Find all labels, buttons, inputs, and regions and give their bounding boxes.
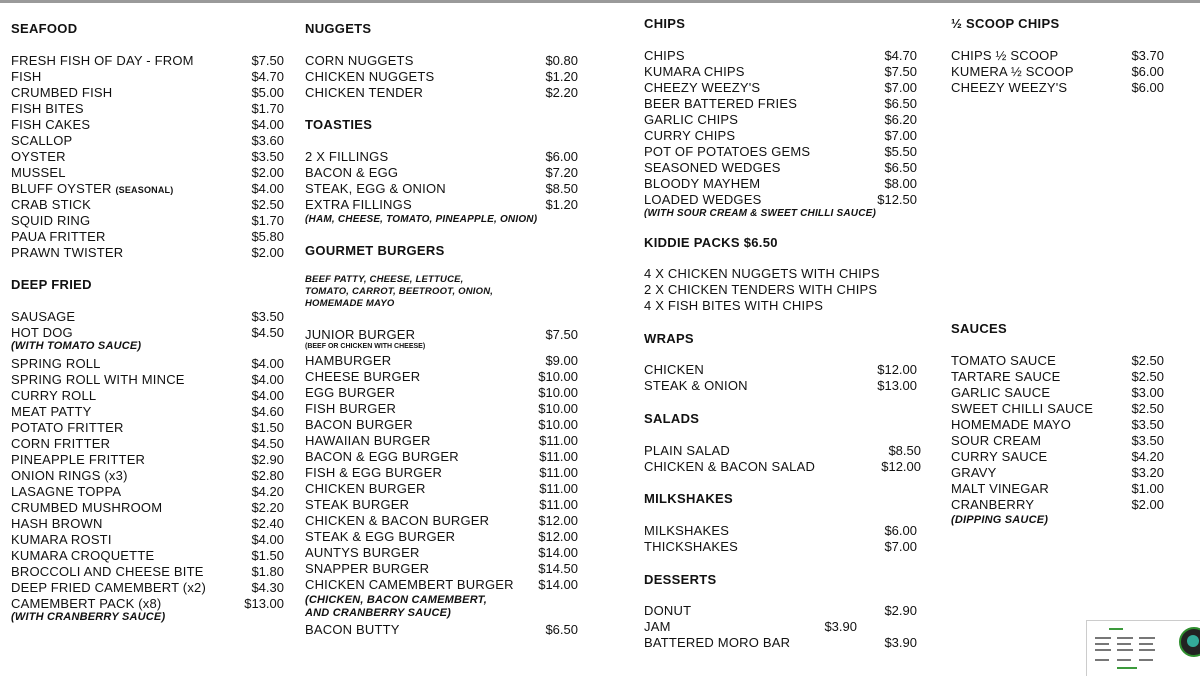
menu-item-name (951, 48, 1058, 63)
half-scoop-title: ½ SCOOP CHIPS (951, 16, 1060, 31)
menu-item-price: $11.00 (539, 497, 578, 512)
item-label: AUNTYS BURGER (305, 545, 420, 560)
menu-item-price: $13.00 (877, 378, 917, 393)
menu-item-price: $4.00 (251, 181, 284, 196)
wraps-title: WRAPS (644, 331, 694, 346)
milkshakes-title: MILKSHAKES (644, 491, 733, 506)
menu-item-name (951, 80, 1067, 95)
menu-item-price: $4.60 (251, 404, 284, 419)
item-label: EXTRA FILLINGS (305, 197, 412, 212)
thumb-line (1139, 643, 1153, 645)
item-label: SWEET CHILLI SAUCE (951, 401, 1094, 416)
menu-item-name (951, 481, 1049, 496)
menu-item-name (11, 213, 90, 228)
menu-item-name (644, 80, 760, 95)
item-label: CHICKEN & BACON SALAD (644, 459, 816, 474)
item-label: KUMERA ½ SCOOP (951, 64, 1074, 79)
toasties-note: (HAM, CHEESE, TOMATO, PINEAPPLE, ONION) (305, 214, 538, 225)
menu-item-name (305, 181, 446, 196)
item-label: PRAWN TWISTER (11, 245, 124, 260)
menu-item-name (11, 69, 41, 84)
menu-item-price: $11.00 (539, 433, 578, 448)
menu-item-price: $14.00 (538, 545, 578, 560)
menu-item-name: CURRY ROLL (11, 388, 97, 403)
burgers-title: GOURMET BURGERS (305, 243, 445, 258)
menu-item-name (951, 497, 1034, 512)
item-label: BACON & EGG BURGER (305, 449, 459, 464)
item-label: FISH (11, 69, 42, 84)
menu-item-name (305, 561, 429, 576)
item-label: POT OF POTATOES GEMS (644, 144, 811, 159)
menu-item-price: $2.50 (1131, 369, 1164, 384)
menu-item-price: $1.50 (251, 420, 284, 435)
menu-item-name (305, 545, 420, 560)
menu-item-price: $12.00 (881, 459, 921, 474)
item-label: BEER BATTERED FRIES (644, 96, 798, 111)
item-label: GARLIC CHIPS (644, 112, 739, 127)
menu-item-price: $5.00 (251, 85, 284, 100)
item-label: OYSTER (11, 149, 66, 164)
item-label: CRANBERRY (951, 497, 1035, 512)
item-label: HAWAIIAN BURGER (305, 433, 431, 448)
menu-item-name (305, 529, 455, 544)
item-label: SCALLOP (11, 133, 73, 148)
menu-item-price: $4.00 (251, 532, 284, 547)
item-label: TOMATO SAUCE (951, 353, 1056, 368)
item-label: LOADED WEDGES (644, 192, 762, 207)
menu-item-name (305, 197, 412, 212)
item-label: CURRY CHIPS (644, 128, 736, 143)
junior-burger-note: (BEEF OR CHICKEN WITH CHEESE) (305, 343, 426, 350)
logo-emblem-icon (1187, 635, 1199, 647)
menu-item-price: $1.20 (545, 197, 578, 212)
menu-item-price: $13.00 (244, 596, 284, 611)
menu-item-name (11, 229, 106, 244)
item-label: FISH BURGER (305, 401, 397, 416)
menu-item-name (305, 417, 413, 432)
menu-item-name (305, 401, 396, 416)
menu-item-price: $4.00 (251, 372, 284, 387)
menu-item-price: $11.00 (539, 449, 578, 464)
item-label: MUSSEL (11, 165, 66, 180)
salads-title: SALADS (644, 411, 700, 426)
menu-item-price: $6.50 (884, 160, 917, 175)
menu-item-name (305, 449, 459, 464)
camembert-pack-note: (WITH CRANBERRY SAUCE) (11, 611, 166, 623)
thumb-line (1095, 649, 1111, 651)
item-label: GRAVY (951, 465, 997, 480)
menu-item-name (11, 245, 123, 260)
menu-item-name (305, 481, 426, 496)
menu-item-name (644, 112, 738, 127)
menu-item-price: $12.00 (877, 362, 917, 377)
item-label: CHICKEN TENDER (305, 85, 424, 100)
menu-item-price: $10.00 (538, 369, 578, 384)
thumb-line (1117, 659, 1131, 661)
menu-item-price: $1.00 (1131, 481, 1164, 496)
menu-item-name (644, 128, 735, 143)
item-label: STEAK, EGG & ONION (305, 181, 446, 196)
menu-item-price: $4.20 (1131, 449, 1164, 464)
item-label: FISH CAKES (11, 117, 91, 132)
menu-item-name (305, 353, 391, 368)
menu-item-name (951, 353, 1056, 368)
menu-item-price: $10.00 (538, 417, 578, 432)
menu-thumbnail-image[interactable] (1086, 620, 1200, 676)
menu-item-price: $2.50 (1131, 353, 1164, 368)
burgers-desc-1: BEEF PATTY, CHEESE, LETTUCE, (305, 274, 464, 285)
menu-item-name: HOT DOG (11, 325, 73, 340)
menu-item-name (644, 443, 730, 458)
menu-item-price: $4.70 (251, 69, 284, 84)
menu-item-name (644, 378, 748, 393)
item-label: SQUID RING (11, 213, 91, 228)
menu-item-price: $4.50 (251, 325, 284, 340)
menu-item-name: CORN FRITTER (11, 436, 111, 451)
menu-item-name (11, 53, 194, 68)
menu-item-name (305, 433, 431, 448)
kiddie-item: 4 X FISH BITES WITH CHIPS (644, 298, 824, 313)
menu-item-name (951, 433, 1041, 448)
menu-item-price: $7.20 (545, 165, 578, 180)
menu-item-price: $4.00 (251, 356, 284, 371)
menu-item-name: DONUT (644, 603, 692, 618)
menu-item-name: JAM (644, 619, 671, 634)
kiddie-title: KIDDIE PACKS $6.50 (644, 235, 778, 250)
menu-item-price: $10.00 (538, 401, 578, 416)
desserts-title: DESSERTS (644, 572, 717, 587)
thumb-line (1139, 637, 1155, 639)
kiddie-item: 2 X CHICKEN TENDERS WITH CHIPS (644, 282, 878, 297)
top-border (0, 0, 1200, 3)
menu-item-name (305, 497, 409, 512)
menu-item-price: $14.00 (538, 577, 578, 592)
menu-item-price: $2.00 (251, 165, 284, 180)
menu-item-name: KUMARA CROQUETTE (11, 548, 155, 563)
item-label: CHEESE BURGER (305, 369, 421, 384)
menu-item-price: $3.50 (251, 149, 284, 164)
menu-item-name (644, 48, 685, 63)
menu-item-name (644, 523, 729, 538)
menu-item-name (305, 385, 395, 400)
menu-item-name: DEEP FRIED CAMEMBERT (x2) (11, 580, 206, 595)
menu-item-price: $7.00 (884, 80, 917, 95)
item-label: SOUR CREAM (951, 433, 1042, 448)
item-label: CURRY SAUCE (951, 449, 1048, 464)
menu-item-price: $1.70 (251, 101, 284, 116)
item-label: CHICKEN NUGGETS (305, 69, 435, 84)
item-label: STEAK & ONION (644, 378, 748, 393)
menu-item-price: $8.00 (884, 176, 917, 191)
menu-item-price: $1.80 (251, 564, 284, 579)
item-label: PLAIN SALAD (644, 443, 731, 458)
menu-item-price: $2.20 (251, 500, 284, 515)
thumb-line (1095, 637, 1111, 639)
menu-item-name (305, 165, 398, 180)
item-label: CRUMBED FISH (11, 85, 113, 100)
menu-item-price: $11.00 (539, 481, 578, 496)
menu-item-name (644, 176, 760, 191)
nuggets-title: NUGGETS (305, 21, 372, 36)
menu-item-price: $7.50 (884, 64, 917, 79)
menu-item-price: $5.80 (251, 229, 284, 244)
menu-item-price: $4.20 (251, 484, 284, 499)
menu-item-price: $6.20 (884, 112, 917, 127)
thumb-line (1095, 659, 1109, 661)
menu-item-price: $7.00 (884, 128, 917, 143)
menu-item-price: $2.90 (884, 603, 917, 618)
menu-item-name: ONION RINGS (x3) (11, 468, 128, 483)
menu-item-price: $12.00 (538, 529, 578, 544)
menu-item-name: CRUMBED MUSHROOM (11, 500, 163, 515)
menu-item-price: $0.80 (545, 53, 578, 68)
menu-item-name (644, 64, 745, 79)
thumb-line (1117, 649, 1133, 651)
menu-item-price: $8.50 (888, 443, 921, 458)
menu-item-name: LASAGNE TOPPA (11, 484, 122, 499)
menu-item-name: PINEAPPLE FRITTER (11, 452, 146, 467)
item-suffix: (SEASONAL) (115, 185, 174, 195)
menu-item-name (951, 465, 997, 480)
menu-item-price: $7.50 (545, 327, 578, 342)
seafood-title: SEAFOOD (11, 21, 78, 36)
camembert-burger-note-1: (CHICKEN, BACON CAMEMBERT, (305, 594, 488, 606)
menu-item-name (11, 117, 90, 132)
item-label: STEAK & EGG BURGER (305, 529, 456, 544)
menu-item-name: MEAT PATTY (11, 404, 92, 419)
menu-item-price: $11.00 (539, 465, 578, 480)
menu-item-price: $6.00 (884, 523, 917, 538)
item-label: EGG BURGER (305, 385, 396, 400)
thumb-line (1095, 643, 1109, 645)
deep-fried-title: DEEP FRIED (11, 277, 92, 292)
menu-item-price: $7.50 (251, 53, 284, 68)
menu-item-name: SPRING ROLL (11, 356, 101, 371)
menu-item-name (11, 133, 72, 148)
menu-item-price: $5.50 (884, 144, 917, 159)
item-label: CORN NUGGETS (305, 53, 414, 68)
menu-item-price: $1.20 (545, 69, 578, 84)
menu-item-price: $3.50 (1131, 417, 1164, 432)
menu-item-name: BROCCOLI AND CHEESE BITE (11, 564, 204, 579)
menu-item-name (951, 64, 1074, 79)
menu-item-name (644, 96, 797, 111)
menu-item-name (305, 53, 414, 68)
menu-item-name (644, 144, 810, 159)
menu-item-price: $12.50 (877, 192, 917, 207)
menu-item-price: $1.70 (251, 213, 284, 228)
menu-item-price: $3.90 (824, 619, 857, 634)
item-label: SNAPPER BURGER (305, 561, 430, 576)
menu-item-name (11, 165, 66, 180)
menu-item-price: $2.50 (251, 197, 284, 212)
menu-item-name: KUMARA ROSTI (11, 532, 112, 547)
chips-title: CHIPS (644, 16, 686, 31)
menu-item-name: BATTERED MORO BAR (644, 635, 791, 650)
menu-item-name (951, 417, 1071, 432)
menu-item-price: $6.50 (884, 96, 917, 111)
menu-item-price: $4.50 (251, 436, 284, 451)
menu-item-name: HASH BROWN (11, 516, 103, 531)
thumb-line (1117, 643, 1131, 645)
item-label: GARLIC SAUCE (951, 385, 1051, 400)
menu-item-price: $3.50 (1131, 433, 1164, 448)
sauces-title: SAUCES (951, 321, 1007, 336)
menu-item-price: $6.00 (1131, 64, 1164, 79)
menu-item-name (305, 85, 423, 100)
camembert-burger-note-2: AND CRANBERRY SAUCE) (305, 607, 451, 619)
menu-item-price: $6.00 (545, 149, 578, 164)
menu-item-name (644, 362, 704, 377)
menu-item-price: $1.50 (251, 548, 284, 563)
thumb-line (1117, 637, 1133, 639)
item-label: STEAK BURGER (305, 497, 410, 512)
item-label: KUMARA CHIPS (644, 64, 745, 79)
item-label: CHICKEN (644, 362, 704, 377)
item-label: HAMBURGER (305, 353, 392, 368)
menu-item-price: $4.70 (884, 48, 917, 63)
menu-item-price: $14.50 (538, 561, 578, 576)
menu-item-name (305, 69, 434, 84)
thumb-line (1117, 667, 1137, 669)
item-label: CHIPS (644, 48, 685, 63)
menu-item-name (305, 369, 420, 384)
menu-item-name (644, 539, 738, 554)
menu-item-price: $2.20 (545, 85, 578, 100)
item-label: FISH BITES (11, 101, 84, 116)
menu-item-price: $12.00 (538, 513, 578, 528)
menu-item-name: POTATO FRITTER (11, 420, 124, 435)
item-label: FISH & EGG BURGER (305, 465, 443, 480)
item-label: SEASONED WEDGES (644, 160, 781, 175)
item-label: 2 X FILLINGS (305, 149, 389, 164)
menu-item-name (11, 101, 84, 116)
menu-item-name (11, 181, 173, 196)
menu-item-price: $3.50 (251, 309, 284, 324)
burgers-desc-2: TOMATO, CARROT, BEETROOT, ONION, (305, 286, 494, 297)
burgers-desc-3: HOMEMADE MAYO (305, 298, 395, 309)
item-label: CHIPS ½ SCOOP (951, 48, 1059, 63)
kiddie-item: 4 X CHICKEN NUGGETS WITH CHIPS (644, 266, 880, 281)
item-label: CHICKEN CAMEMBERT BURGER (305, 577, 514, 592)
menu-item-price: $7.00 (884, 539, 917, 554)
menu-item-name (644, 160, 781, 175)
menu-item-price: $3.00 (1131, 385, 1164, 400)
menu-item-price: $10.00 (538, 385, 578, 400)
menu-item-price: $6.00 (1131, 80, 1164, 95)
item-label: TARTARE SAUCE (951, 369, 1061, 384)
item-label: MILKSHAKES (644, 523, 730, 538)
menu-item-name (11, 149, 66, 164)
item-label: CHEEZY WEEZY'S (951, 80, 1068, 95)
item-label: BACON BURGER (305, 417, 413, 432)
menu-item-name: CAMEMBERT PACK (x8) (11, 596, 162, 611)
item-label: BLUFF OYSTER (11, 181, 112, 196)
item-label: HOMEMADE MAYO (951, 417, 1072, 432)
item-label: BLOODY MAYHEM (644, 176, 761, 191)
menu-item-name (644, 459, 815, 474)
menu-item-name (951, 449, 1047, 464)
item-label: THICKSHAKES (644, 539, 738, 554)
menu-item-price: $2.40 (251, 516, 284, 531)
menu-item-price: $2.90 (251, 452, 284, 467)
menu-item-price: $2.00 (251, 245, 284, 260)
menu-item-price: $3.60 (251, 133, 284, 148)
menu-item-name (305, 465, 442, 480)
thumb-line (1139, 649, 1155, 651)
menu-item-name: SAUSAGE (11, 309, 76, 324)
menu-item-name (644, 192, 761, 207)
menu-item-price: $2.50 (1131, 401, 1164, 416)
hot-dog-note: (WITH TOMATO SAUCE) (11, 340, 142, 352)
menu-item-price: $4.00 (251, 117, 284, 132)
menu-item-name (305, 513, 489, 528)
menu-item-name: BACON BUTTY (305, 622, 400, 637)
menu-item-name: JUNIOR BURGER (305, 327, 416, 342)
menu-item-price: $4.00 (251, 388, 284, 403)
menu-item-name (11, 197, 91, 212)
sauces-note: (DIPPING SAUCE) (951, 514, 1049, 526)
menu-item-name (305, 149, 388, 164)
menu-item-name: SPRING ROLL WITH MINCE (11, 372, 185, 387)
menu-item-price: $9.00 (545, 353, 578, 368)
menu-item-price: $3.70 (1131, 48, 1164, 63)
item-label: CRAB STICK (11, 197, 92, 212)
item-label: FRESH FISH OF DAY - FROM (11, 53, 194, 68)
menu-item-price: $2.00 (1131, 497, 1164, 512)
chips-note: (WITH SOUR CREAM & SWEET CHILLI SAUCE) (644, 208, 877, 219)
menu-item-name (11, 85, 112, 100)
menu-item-price: $6.50 (545, 622, 578, 637)
item-label: CHICKEN & BACON BURGER (305, 513, 490, 528)
menu-item-name (951, 385, 1050, 400)
thumb-line (1109, 628, 1123, 630)
item-label: PAUA FRITTER (11, 229, 106, 244)
menu-item-price: $3.90 (884, 635, 917, 650)
item-label: MALT VINEGAR (951, 481, 1049, 496)
item-label: BACON & EGG (305, 165, 399, 180)
item-label: CHEEZY WEEZY'S (644, 80, 761, 95)
menu-item-price: $3.20 (1131, 465, 1164, 480)
thumb-line (1139, 659, 1153, 661)
toasties-title: TOASTIES (305, 117, 373, 132)
menu-item-price: $4.30 (251, 580, 284, 595)
menu-item-price: $8.50 (545, 181, 578, 196)
item-label: CHICKEN BURGER (305, 481, 426, 496)
menu-item-price: $2.80 (251, 468, 284, 483)
menu-item-name (951, 369, 1061, 384)
